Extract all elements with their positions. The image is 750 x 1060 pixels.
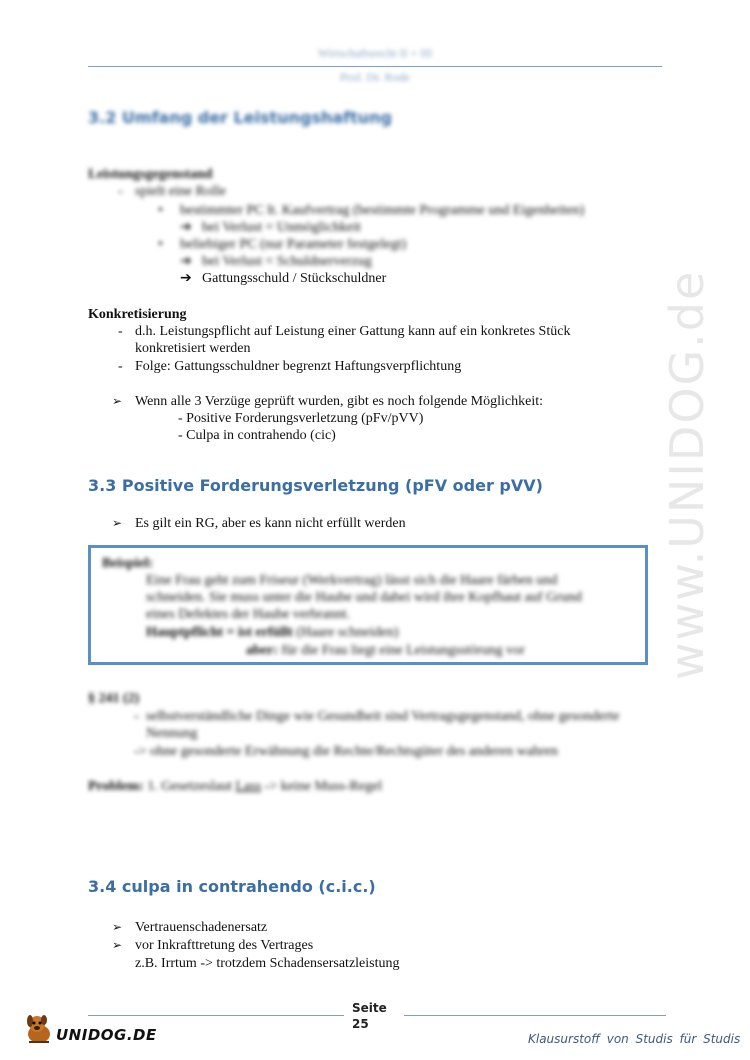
problem-underlined: Lass bbox=[235, 779, 262, 794]
arrowhead-bullet-icon: ➢ bbox=[112, 938, 123, 952]
bullet-icon: • bbox=[158, 237, 163, 252]
footer-tagline: Klausurstoff von Studis für Studis bbox=[528, 1032, 741, 1046]
dash-marker: - bbox=[118, 359, 123, 374]
konk-note: Wenn alle 3 Verzüge geprüft wurden, gibt es noch folgende Möglichkeit: bbox=[135, 394, 543, 409]
but-rest: für die Frau liegt eine Leistungsstörung vor bbox=[281, 643, 525, 658]
example-main-duty bbox=[146, 624, 399, 641]
example-line1: Eine Frau geht zum Friseur (Werkvertrag) lässt sich die Haare färben und bbox=[146, 573, 558, 588]
bullet1-result: bei Verlust = Unmöglichkeit bbox=[202, 220, 361, 235]
main-duty-bold: Hauptpflicht = ist erfüllt bbox=[146, 625, 293, 640]
p241-item1-line2: Nennung bbox=[146, 726, 198, 741]
problem-line bbox=[88, 778, 382, 795]
dash-marker: - bbox=[118, 324, 123, 339]
dash-item: spielt eine Rolle bbox=[135, 184, 226, 199]
problem-prefix: 1. Gesetzeslaut bbox=[147, 779, 232, 794]
arrow-right-icon: ➔ bbox=[180, 270, 192, 286]
dog-mascot-icon bbox=[22, 1012, 56, 1046]
page-label: Seite bbox=[352, 1001, 387, 1015]
bullet2-result: bei Verlust = Schuldnerverzug bbox=[202, 254, 372, 269]
konk-option2: - Culpa in contrahendo (cic) bbox=[178, 428, 336, 443]
konk-item1-line2: konkretisiert werden bbox=[135, 341, 251, 356]
section-3-4-item1: Vertrauenschadenersatz bbox=[135, 920, 268, 935]
problem-label: Problem: bbox=[88, 779, 144, 794]
header-rule bbox=[88, 66, 662, 67]
example-line3: eines Defektes der Haube verbrannt. bbox=[146, 607, 351, 622]
konkretisierung-title: Konkretisierung bbox=[88, 307, 187, 322]
unidog-logo-text: UNIDOG.DE bbox=[56, 1026, 157, 1044]
p241-item1-line1: selbstverständliche Dinge wie Gesundheit sind Vertragsgegenstand, ohne gesonderte bbox=[146, 709, 620, 724]
but-bold: aber: bbox=[246, 643, 278, 658]
bullet1-text: bestimmter PC lt. Kaufvertrag (bestimmte Programme und Eigenheiten) bbox=[180, 203, 585, 218]
example-but bbox=[246, 642, 525, 659]
arrowhead-bullet-icon: ➢ bbox=[112, 920, 123, 934]
problem-suffix: -> keine Muss-Regel bbox=[264, 779, 383, 794]
konk-item2: Folge: Gattungsschuldner begrenzt Haftungsverpflichtung bbox=[135, 359, 462, 374]
arrow-right-icon: ➔ bbox=[180, 219, 192, 235]
konk-item1-line1: d.h. Leistungspflicht auf Leistung einer Gattung kann auf ein konkretes Stück bbox=[135, 324, 571, 339]
arrowhead-bullet-icon: ➢ bbox=[112, 394, 123, 408]
section-3-3-title: 3.3 Positive Forderungsverletzung (pFV oder pVV) bbox=[88, 476, 543, 495]
section-3-4-title: 3.4 culpa in contrahendo (c.i.c.) bbox=[88, 877, 376, 896]
example-label: Beispiel: bbox=[102, 556, 154, 571]
section-3-4-item2: vor Inkrafttretung des Vertrages bbox=[135, 938, 314, 953]
header-professor: Prof. Dr. Rode bbox=[340, 70, 410, 84]
section-3-4-item2-note: z.B. Irrtum -> trotzdem Schadensersatzleistung bbox=[135, 956, 400, 971]
section-3-3-item: Es gilt ein RG, aber es kann nicht erfüllt werden bbox=[135, 516, 406, 531]
header-course: Wirtschaftsrecht II + III bbox=[317, 46, 433, 60]
arrow-right-icon: ➔ bbox=[180, 253, 192, 269]
bullet2-result2: Gattungsschuld / Stückschuldner bbox=[202, 271, 387, 286]
section-3-2-title: 3.2 Umfang der Leistungshaftung bbox=[88, 108, 393, 127]
p241-item2: -> ohne gesonderte Erwähnung die Rechte/Rechtsgüter des anderen wahren bbox=[134, 744, 558, 759]
main-duty-rest: (Haare schneiden) bbox=[296, 625, 399, 640]
bullet2-text: beliebiger PC (nur Parameter festgelegt) bbox=[180, 237, 407, 252]
dash-marker: - bbox=[118, 184, 123, 199]
page-number: 25 bbox=[352, 1017, 369, 1031]
konk-option1: - Positive Forderungsverletzung (pFv/pVV) bbox=[178, 411, 424, 426]
arrowhead-bullet-icon: ➢ bbox=[112, 516, 123, 530]
dash-marker: - bbox=[134, 709, 139, 724]
bullet-icon: • bbox=[158, 203, 163, 218]
example-line2: schneiden. Sie muss unter die Haube und dabei wird ihre Kopfhaut auf Grund bbox=[146, 590, 582, 605]
subject-label: Leistungsgegenstand bbox=[88, 167, 213, 182]
paragraph-241-title: § 241 (2) bbox=[88, 691, 140, 706]
watermark: www.UNIDOG.de bbox=[660, 269, 714, 680]
footer-rule-right bbox=[404, 1015, 666, 1016]
footer-rule-left bbox=[88, 1015, 344, 1016]
